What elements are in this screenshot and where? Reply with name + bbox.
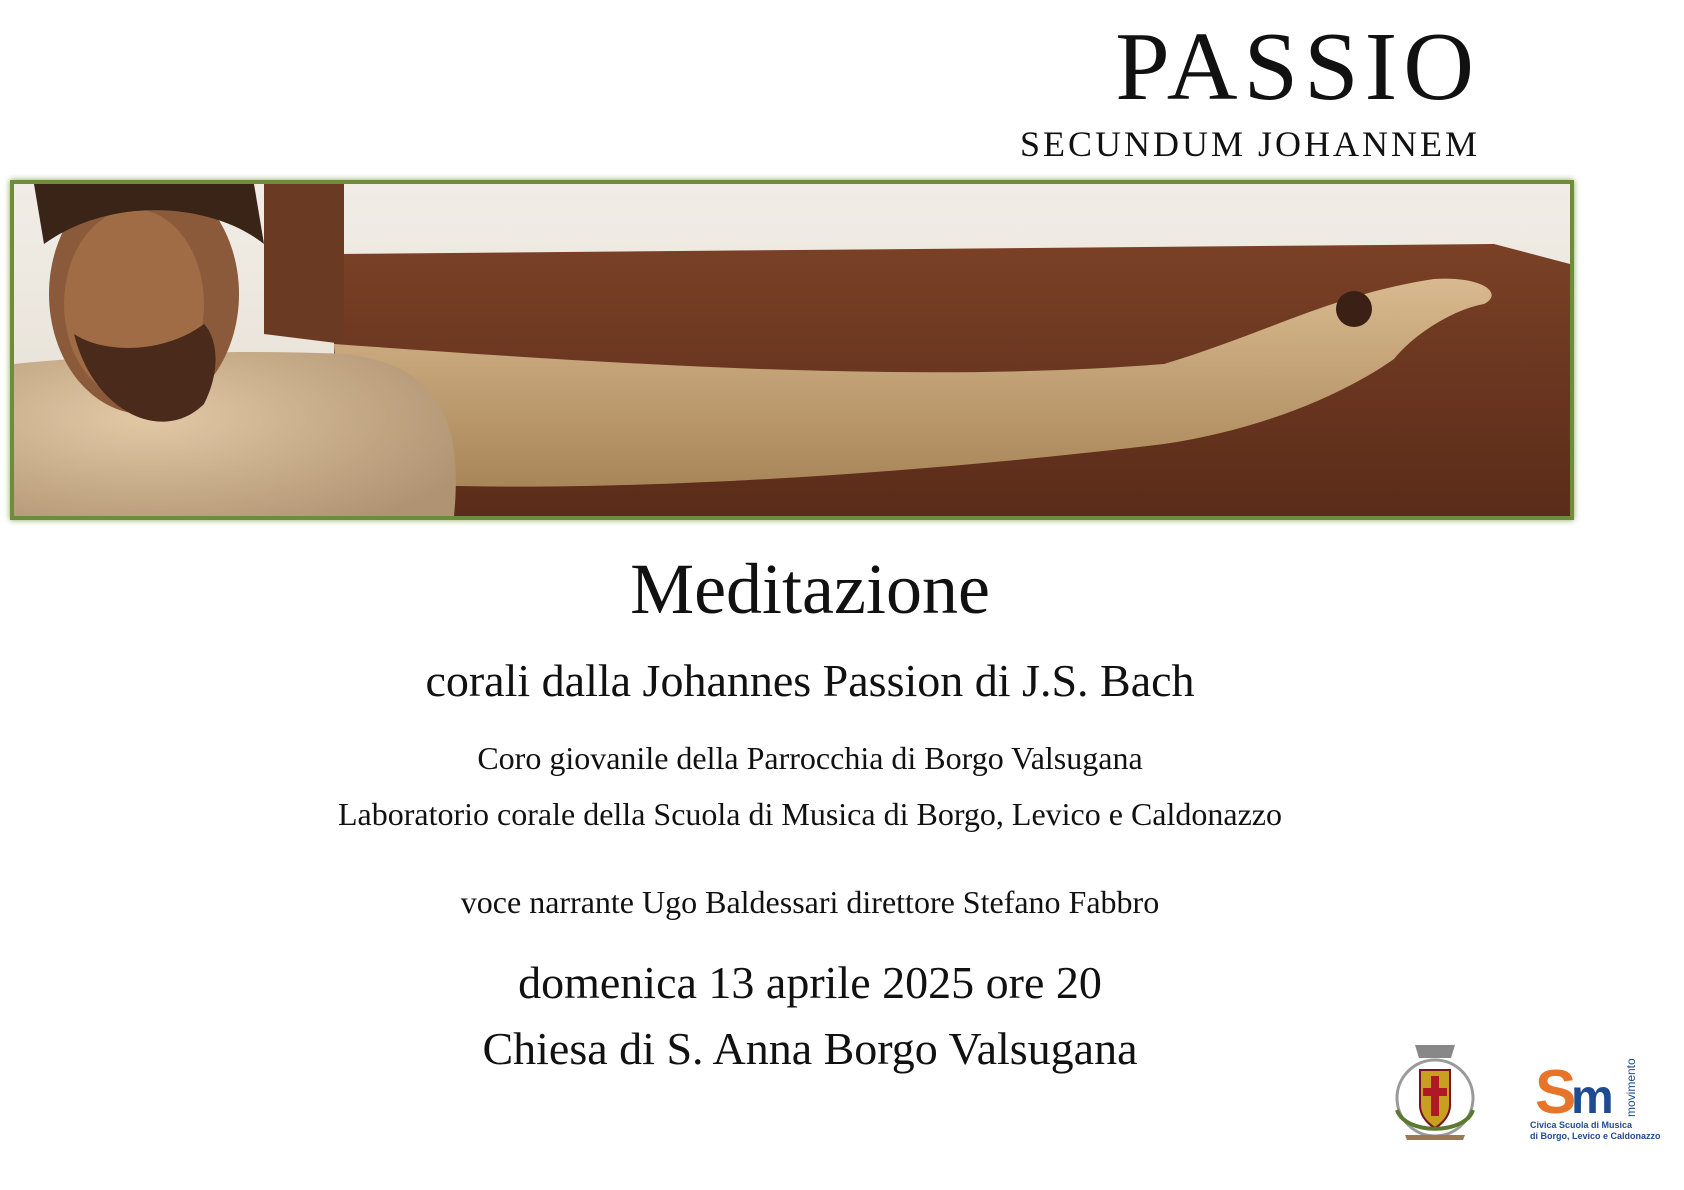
event-heading: Meditazione [630, 549, 990, 629]
svg-text:S: S [1535, 1058, 1577, 1125]
performer-choir: Coro giovanile della Parrocchia di Borgo Valsugana [477, 740, 1143, 776]
performer-laboratory: Laboratorio corale della Scuola di Musica di Borgo, Levico e Caldonazzo [338, 796, 1282, 832]
crucifix-banner-image [10, 180, 1574, 520]
event-date: domenica 13 aprile 2025 ore 20 [518, 957, 1102, 1008]
event-place: Chiesa di S. Anna Borgo Valsugana [482, 1023, 1138, 1074]
svg-text:m: m [1571, 1071, 1614, 1124]
svg-text:movimento: movimento [1624, 1058, 1638, 1117]
music-school-name [1530, 1120, 1675, 1142]
municipality-crest-logo [1385, 1040, 1485, 1150]
poster-subtitle: SECUNDUM JOHANNEM [1019, 124, 1480, 164]
program-description: corali dalla Johannes Passion di J.S. Bach [425, 655, 1195, 706]
narrator-director: voce narrante Ugo Baldessari direttore Stefano Fabbro [460, 884, 1160, 920]
music-school-name-line1: Civica Scuola di Musica [1530, 1120, 1633, 1130]
poster-title: PASSIO [1115, 13, 1480, 121]
music-school-name-line2: di Borgo, Levico e Caldonazzo [1530, 1131, 1661, 1141]
